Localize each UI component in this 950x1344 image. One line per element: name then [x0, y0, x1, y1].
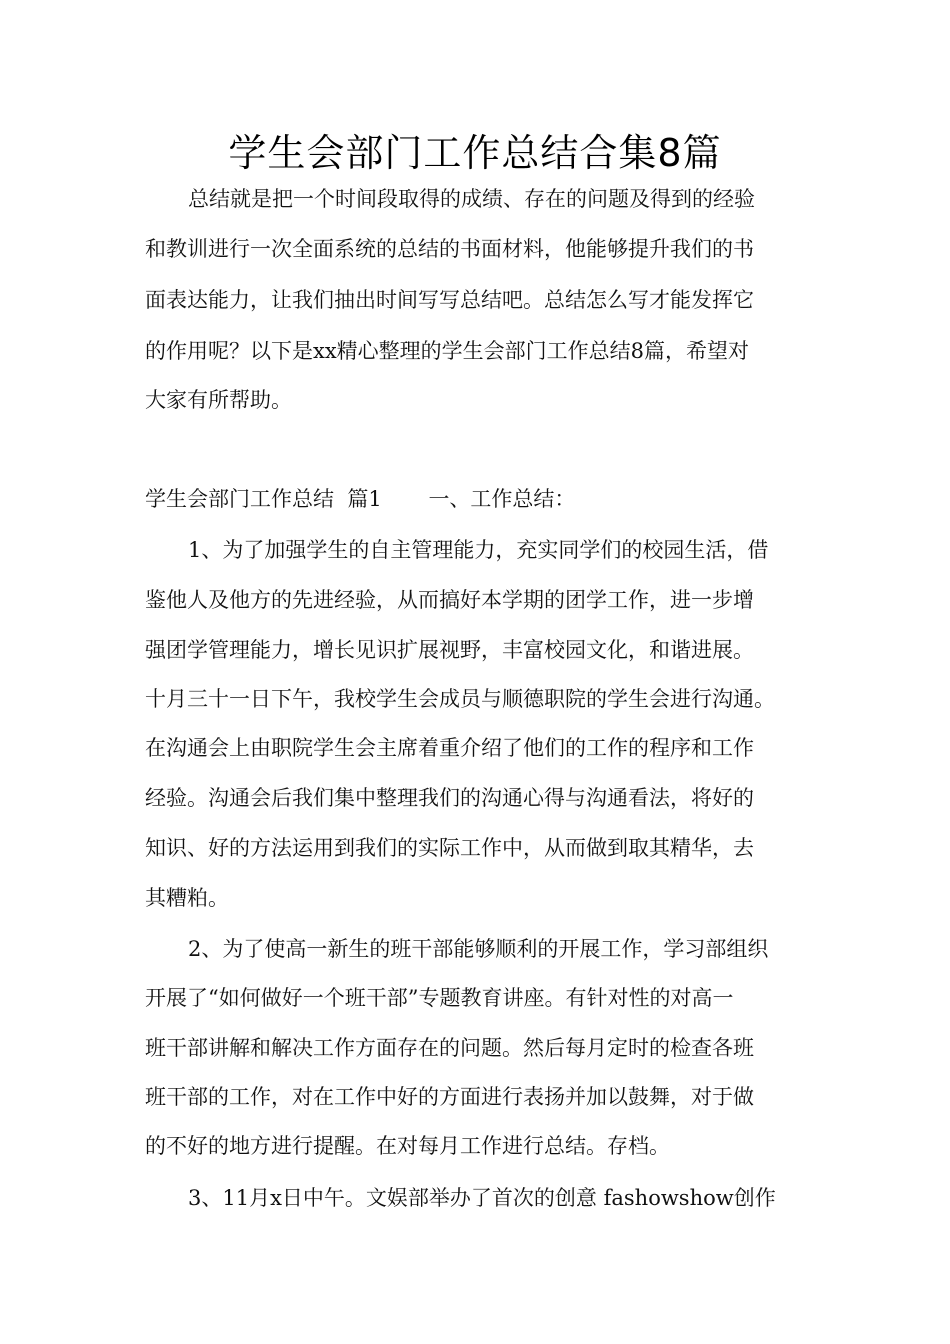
paragraph-line: 的作用呢？以下是xx精心整理的学生会部门工作总结8篇，希望对 — [145, 339, 750, 363]
paragraph-line: 班干部讲解和解决工作方面存在的问题。然后每月定时的检查各班 — [145, 1036, 754, 1060]
paragraph-line: 在沟通会上由职院学生会主席着重介绍了他们的工作的程序和工作 — [145, 736, 754, 760]
document-title: 学生会部门工作总结合集8篇 — [228, 131, 722, 175]
paragraph-line: 十月三十一日下午，我校学生会成员与顺德职院的学生会进行沟通。 — [145, 687, 775, 711]
paragraph-line: 强团学管理能力，增长见识扩展视野，丰富校园文化，和谐进展。 — [145, 638, 754, 662]
paragraph-line: 2、为了使高一新生的班干部能够顺利的开展工作，学习部组织 — [188, 937, 769, 961]
paragraph-line: 班干部的工作，对在工作中好的方面进行表扬并加以鼓舞，对于做 — [145, 1085, 754, 1109]
paragraph-line: 开展了“如何做好一个班干部”专题教育讲座。有针对性的对高一 — [145, 986, 734, 1010]
paragraph-line: 的不好的地方进行提醒。在对每月工作进行总结。存档。 — [145, 1134, 670, 1158]
paragraph-line: 知识、好的方法运用到我们的实际工作中，从而做到取其精华，去 — [145, 836, 754, 860]
paragraph-line: 3、11月x日中午。文娱部举办了首次的创意 fashowshow创作 — [188, 1186, 776, 1210]
paragraph-line: 和教训进行一次全面系统的总结的书面材料，他能够提升我们的书 — [145, 237, 754, 261]
paragraph-line: 面表达能力，让我们抽出时间写写总结吧。总结怎么写才能发挥它 — [145, 288, 754, 312]
section-heading: 学生会部门工作总结 篇1 一、工作总结： — [145, 487, 576, 511]
paragraph-line: 大家有所帮助。 — [145, 388, 292, 412]
paragraph-line: 经验。沟通会后我们集中整理我们的沟通心得与沟通看法，将好的 — [145, 786, 754, 810]
paragraph-line: 其糟粕。 — [145, 886, 229, 910]
paragraph-line: 鉴他人及他方的先进经验，从而搞好本学期的团学工作，进一步增 — [145, 588, 754, 612]
paragraph-line: 总结就是把一个时间段取得的成绩、存在的问题及得到的经验 — [188, 187, 755, 211]
paragraph-line: 1、为了加强学生的自主管理能力，充实同学们的校园生活，借 — [188, 538, 769, 562]
